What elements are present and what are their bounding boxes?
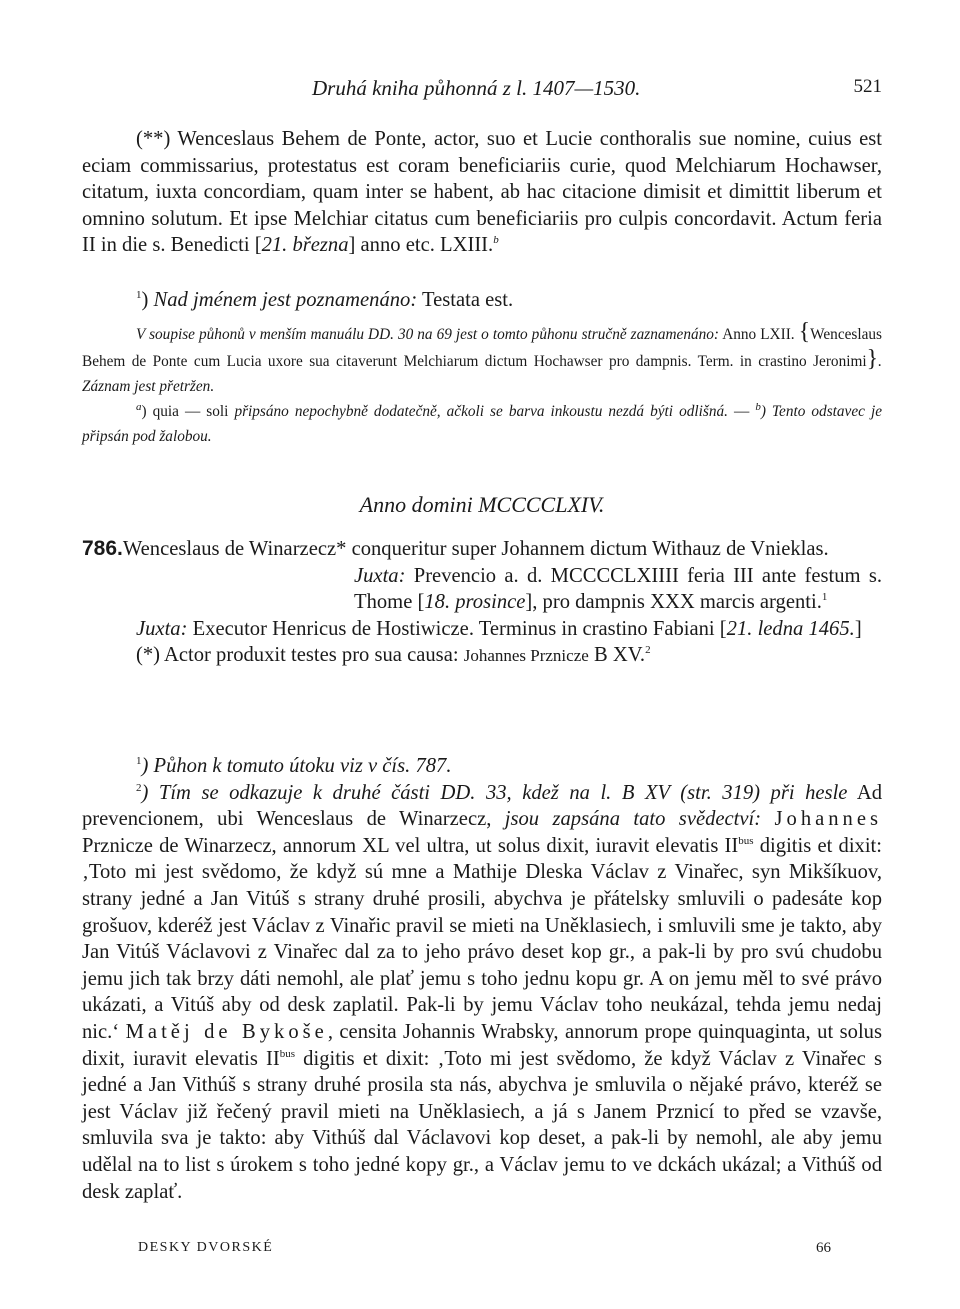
juxta-2 bbox=[82, 616, 882, 643]
fn1-italic: ) Půhon k tomuto útoku viz v čís. 787. bbox=[141, 755, 452, 777]
entry-number: 786. bbox=[82, 537, 123, 560]
fn2-spaced1: Johannes bbox=[774, 808, 883, 831]
juxta-2-end: ] bbox=[854, 617, 862, 640]
note-a-text: ) quia — soli bbox=[141, 403, 235, 420]
brace-close: } bbox=[866, 346, 879, 372]
footnote-1: $^1$) Nad jménem jest poznamenáno: Testata est. bbox=[136, 289, 514, 311]
entry-intro: Wenceslaus de Winarzecz* conqueritur super Johannem dictum Withauz de Vnieklas. bbox=[122, 538, 829, 560]
paragraph-sup: b bbox=[493, 234, 499, 247]
paragraph-date: 21. března bbox=[261, 234, 349, 257]
fn2-text2: Prznicze de Winarzecz, annorum XL vel ultra, ut solus dixit, iuravit elevatis II bbox=[82, 834, 739, 857]
fn2-text1: Ad prevencionem, ubi Wenceslaus de Winarzecz, bbox=[82, 781, 882, 831]
note-b-italic: ) Tento odstavec je připsán pod žalobou. bbox=[82, 403, 882, 445]
fn2-marker: 2 bbox=[136, 781, 142, 794]
entry-786-intro bbox=[82, 536, 882, 563]
juxta-2-date: 21. ledna 1465. bbox=[726, 617, 855, 640]
footer-left: DESKY DVORSKÉ bbox=[138, 1240, 274, 1255]
note-text-1: Anno LXII. bbox=[719, 326, 799, 343]
running-header bbox=[82, 76, 882, 106]
note-italic-2: . Záznam jest přetržen. bbox=[82, 353, 882, 395]
footer-right: 66 bbox=[816, 1240, 831, 1256]
fn2-text3: digitis et dixit: ‚Toto mi jest svědomo, že když sú mne a Mathije Dleska Václav z Vinařec, syn Mikšíkuov, strany jedné a Jan Vitúš s strany druhé prosili, abychva je přátelsky smluvili o padesáte kop grošuov, kderéž jest Václav z Vinařic pravil se mieti na Uněklasiech, i smluvili sme je takto, aby Jan Vitúš Václavovi z Vinařec dal za to jeho právo deset kop gr., a pak-li by pro svú chudobu jemu jich tak brzy dáti nemohl, ale plať jemu s toho jednu kopu gr. A on jemu měl to své právo ukázati, a Vitúš aby od desk zaplatil. Pak-li by jemu Václav toho neukázal, tehda jemu nedaj nic.‘ bbox=[82, 834, 882, 1043]
editorial-notes bbox=[82, 320, 882, 449]
entry-785-tail bbox=[82, 126, 882, 259]
juxta-1-date: 18. prosince bbox=[424, 591, 526, 614]
note-b-sep: — bbox=[727, 403, 756, 420]
note-soupis bbox=[82, 320, 882, 399]
note-ab bbox=[82, 399, 882, 449]
paragraph-end: ] anno etc. LXIII. bbox=[348, 234, 494, 257]
fn2-sup1: bus bbox=[738, 834, 754, 847]
footnote-786-1 bbox=[82, 753, 882, 780]
footnotes-786 bbox=[82, 753, 882, 1205]
note-a-marker: a bbox=[136, 400, 142, 413]
juxta-2-text: Executor Henricus de Hostiwicze. Terminus in crastino Fabiani [ bbox=[187, 617, 727, 640]
fn2-italic2: jsou zapsána tato svědectví: bbox=[504, 808, 762, 831]
fn2-text4: , censita Johannis Wrabsky, annorum prope quinquaginta, ut solus dixit, iuravit elevatis II bbox=[82, 1020, 882, 1070]
protest-paragraph bbox=[82, 126, 882, 259]
fn2-sup2: bus bbox=[279, 1047, 296, 1060]
juxta-1-text: Prevencio a. d. MCCCCLXIIII feria III ante festum s. Thome [ bbox=[354, 564, 882, 614]
actor-text: (*) Actor produxit testes pro sua causa: bbox=[136, 644, 464, 667]
juxta-2-label: Juxta: bbox=[136, 617, 188, 640]
note-a-italic: připsáno nepochybně dodatečně, ačkoli se barva inkoustu nezdá býti odlišná. bbox=[234, 403, 728, 420]
note-italic-1: V soupise půhonů v menším manuálu DD. 30 na 69 jest o tomto půhonu stručně zaznamenáno: bbox=[136, 326, 720, 343]
footnote-1-italic: Nad jménem jest poznamenáno: bbox=[153, 289, 418, 311]
juxta-1-label: Juxta: bbox=[354, 564, 406, 587]
paragraph-text: (**) Wenceslaus Behem de Ponte, actor, suo et Lucie conthoralis sue nomine, cuius est eciam commissarius, protestatus est coram beneficiariis curie, quod Melchiarum Hochawser, citatum, iuxta concordiam, quam inter se habent, ab hac citacione dimisit et dimittit liberum et omnino solutum. Et ipse Melchiar citatus cum beneficiariis pro culpis concordavit. Actum feria II in die s. Benedicti [ bbox=[82, 128, 882, 257]
footnote-1-block bbox=[82, 287, 882, 314]
actor-line bbox=[82, 642, 882, 670]
fn2-spaced2: Matěj de Bykoše bbox=[125, 1020, 328, 1043]
fn2-italic: ) Tím se odkazuje k druhé části DD. 33, kdež na l. B XV (str. 319) při hesle bbox=[141, 781, 848, 804]
actor-small: Johannes Prznicze bbox=[463, 646, 589, 666]
note-text-2: Wenceslaus Behem de Ponte cum Lucia uxore sua citaverunt Melchiarum dictum Hochawser pro dampnis. Term. in crastino Jeronimi bbox=[82, 326, 882, 370]
note-b-marker: b bbox=[755, 400, 761, 413]
page-footer bbox=[82, 1240, 882, 1264]
footnote-786-2 bbox=[82, 780, 882, 1206]
fn1-marker: 1 bbox=[136, 755, 142, 768]
fn2-text5: digitis et dixit: ‚Toto mi jest svědomo, že když Václav z Vinařec s jedné a Jan Vithúš s strany druhé prosila sta nás, abychva je smluvila o nějaké právo, kteréž se jest Václav již řečený pravil mieti na Uněklasiech, a já s Janem Prznicí to před se vzavše, smluvila sva je takto: aby Vithúš dal Václavovi kop deset, a pak-li by nemohl, ale aby jemu udělal na to list s úrokem s toho jedné kopy gr., a Václav jemu to ve dckách ukázal; a Vithúš od desk zaplať. bbox=[82, 1047, 882, 1203]
page-number: 521 bbox=[853, 76, 882, 97]
footnote-1-marker: 1 bbox=[136, 289, 142, 302]
actor-sup: 2 bbox=[645, 644, 651, 657]
juxta-1-end: ], pro dampnis XXX marcis argenti. bbox=[525, 591, 822, 614]
section-title: Anno domini MCCCCLXIV. bbox=[359, 492, 605, 517]
running-title: Druhá kniha půhonná z l. 1407—1530. bbox=[312, 76, 641, 100]
footnote-1-text: Testata est. bbox=[417, 289, 514, 311]
entry-786 bbox=[82, 536, 882, 670]
actor-end: B XV. bbox=[588, 644, 646, 667]
juxta-1 bbox=[354, 563, 882, 616]
juxta-1-sup: 1 bbox=[821, 591, 828, 604]
brace-open: { bbox=[798, 319, 811, 345]
